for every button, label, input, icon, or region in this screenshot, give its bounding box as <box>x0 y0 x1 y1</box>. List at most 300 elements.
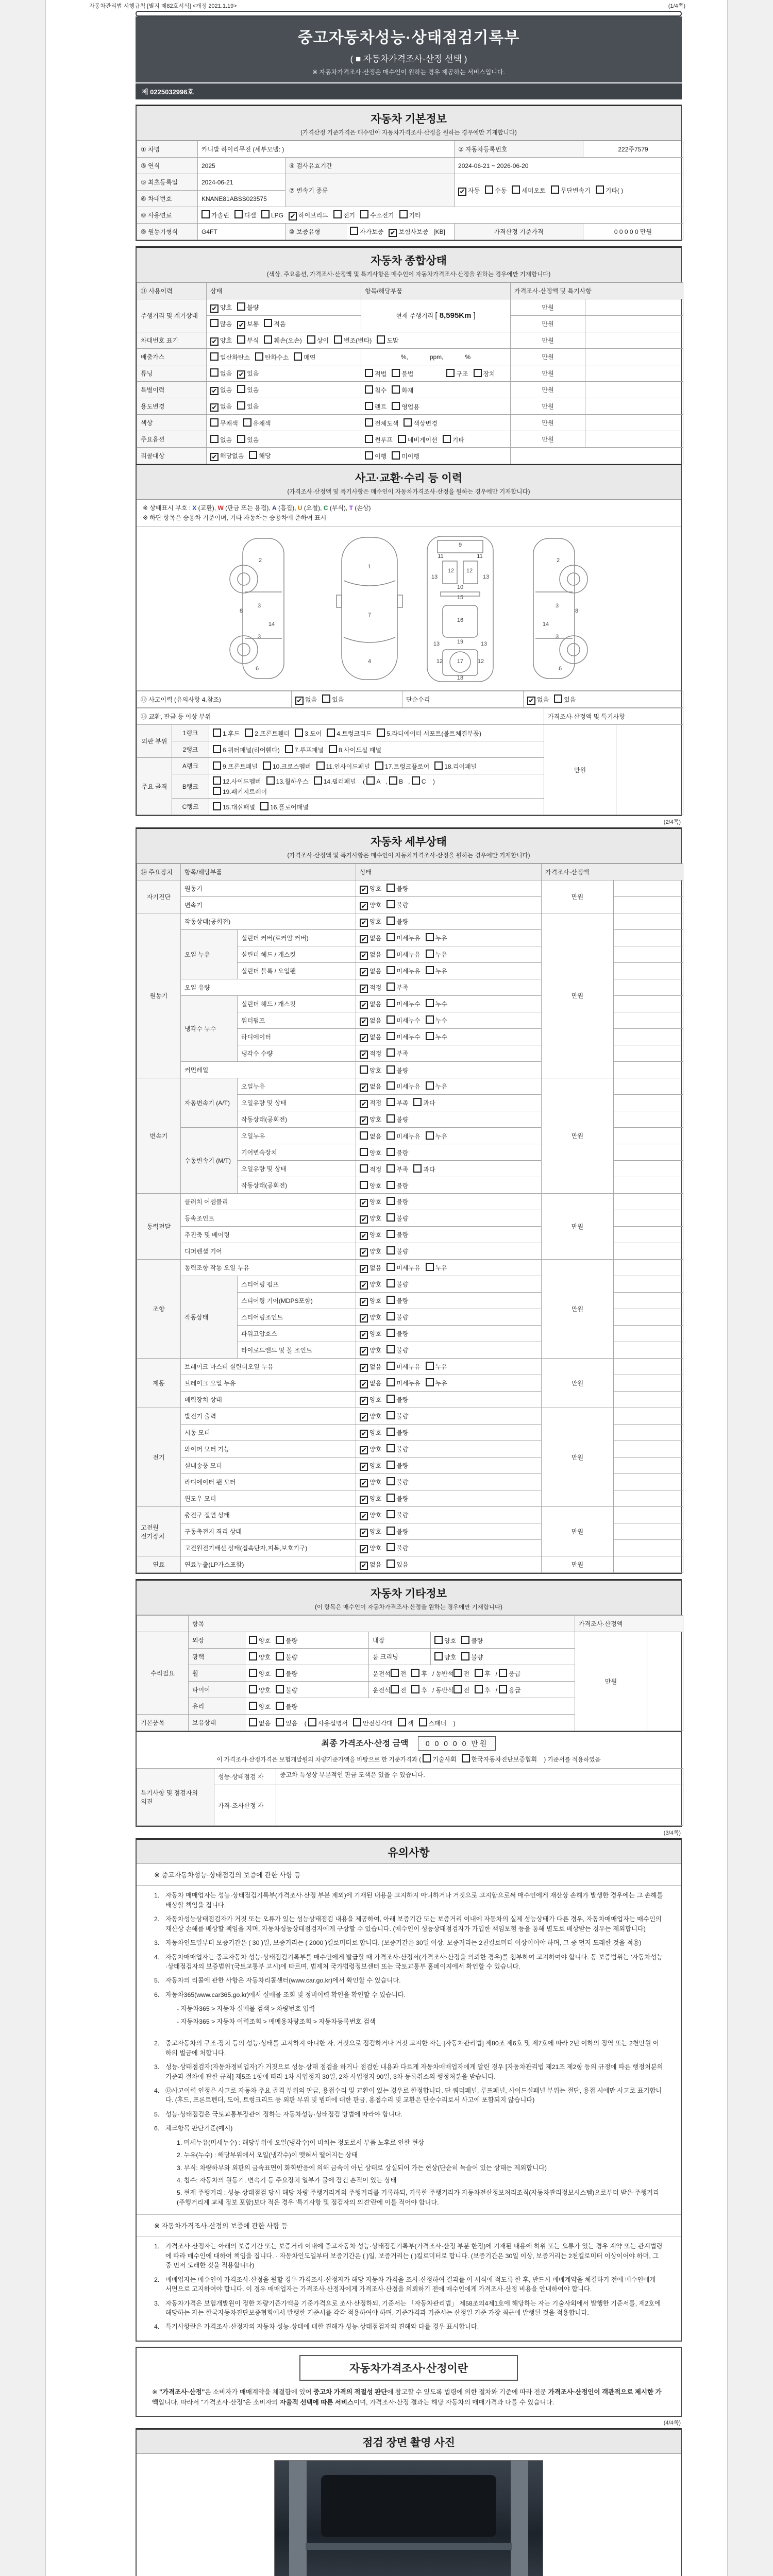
cell <box>455 174 683 207</box>
cell: 윈도우 모터 <box>181 1490 356 1507</box>
cell <box>356 946 542 963</box>
checkbox-없음: ✔ 없음 <box>210 402 232 412</box>
row-label: ③ 연식 <box>137 158 198 174</box>
checked-box-icon: ✔ <box>295 697 304 705</box>
checkbox-없음: ✔ 없음 <box>360 1560 381 1570</box>
panel-number-3: 3 <box>257 603 261 609</box>
checkbox-한국자동차진단보증협회: 한국자동차진단보증협회 <box>462 1754 537 1764</box>
cell <box>245 1698 575 1715</box>
text-segment: ※ 상태표시 부호 : <box>143 504 193 512</box>
cell: 룸 크리닝 <box>369 1649 431 1665</box>
notice-items <box>137 2236 681 2341</box>
symbol-legend-line <box>143 503 675 513</box>
checked-box-icon: ✔ <box>289 212 297 221</box>
cell <box>356 1458 542 1474</box>
cell: ⑬ 교환, 판금 등 이상 부위 <box>137 708 544 725</box>
cell <box>356 1111 542 1128</box>
checkbox-전기: 전기 <box>333 210 355 219</box>
cell <box>614 1540 683 1556</box>
unchecked-box-icon <box>426 1015 434 1024</box>
cell <box>614 1441 683 1458</box>
final-price-note <box>142 1754 676 1764</box>
cell: 실린더 커버(로커암 커버) <box>238 930 356 946</box>
checkbox-없음: ✔ 없음 <box>360 1379 381 1388</box>
checkbox-불량: 불량 <box>276 1702 297 1711</box>
checkbox-불량: 불량 <box>386 1543 408 1552</box>
cell <box>614 1062 683 1078</box>
checkbox-응급: 응급 <box>499 1685 520 1694</box>
col-usage-history: ⑪ 사용이력 <box>137 283 207 299</box>
cell <box>356 1556 542 1573</box>
unchecked-box-icon <box>426 1362 434 1370</box>
cell <box>356 1408 542 1425</box>
unchecked-box-icon <box>399 210 408 218</box>
checkbox-있음: 있음 <box>554 694 576 704</box>
unchecked-box-icon <box>249 1718 257 1726</box>
cell: 오일유량 및 상태 <box>238 1095 356 1111</box>
unchecked-box-icon <box>276 1652 284 1660</box>
cell <box>614 963 683 979</box>
unchecked-box-icon <box>350 227 358 235</box>
checkbox-디젤: 디젤 <box>234 210 256 219</box>
checkbox-불량: 불량 <box>386 1114 408 1124</box>
checkbox-없음: ✔ 없음 <box>360 934 381 943</box>
cell: 실린더 블록 / 오일팬 <box>238 963 356 979</box>
cell: 만원 <box>542 1260 614 1359</box>
unchecked-box-icon <box>255 352 263 361</box>
cell: 2024-06-21 <box>198 174 285 191</box>
final-price-title: 최종 가격조사·산정 금액 <box>321 1739 409 1749</box>
unchecked-box-icon <box>443 435 451 443</box>
unchecked-box-icon <box>264 335 272 344</box>
unchecked-box-icon <box>327 728 335 737</box>
panel-number-9: 9 <box>458 542 462 549</box>
basic-info-table <box>137 141 683 240</box>
cell <box>276 1785 683 1826</box>
cell <box>356 1194 542 1210</box>
unchecked-box-icon <box>386 1296 395 1304</box>
cell <box>356 1227 542 1243</box>
checkbox-불량: 불량 <box>386 1395 408 1404</box>
checked-box-icon: ✔ <box>360 902 368 910</box>
unchecked-box-icon <box>329 745 337 753</box>
checkbox-적음: 적음 <box>264 319 285 328</box>
row-label: 조향 <box>137 1260 181 1359</box>
unchecked-box-icon <box>411 1685 419 1693</box>
item-text: 체크항목 판단기준(예시) <box>165 2125 233 2132</box>
cell <box>356 1309 542 1326</box>
unchecked-box-icon <box>386 966 395 974</box>
unchecked-box-icon <box>213 745 221 753</box>
checked-box-icon: ✔ <box>360 1034 368 1042</box>
unchecked-box-icon <box>365 402 373 410</box>
checkbox-불량: 불량 <box>386 1246 408 1256</box>
cell <box>361 365 511 382</box>
checkbox-양호: ✔ 양호 <box>360 1412 381 1421</box>
cell <box>614 1177 683 1194</box>
cell: 오일누유 <box>238 1078 356 1095</box>
notice-subitem: 3. 부식: 차량하부와 외판의 금속표면이 화학반응에 의해 금속이 아닌 상태로 상실되어 가는 현상(단순히 녹슬어 있는 상태는 제외합니다) <box>177 2164 547 2172</box>
text-segment: 은 소비자가 매매계약을 체결함에 있어 <box>205 2388 313 2396</box>
cell <box>585 365 683 382</box>
checkbox-불량: 불량 <box>386 1213 408 1223</box>
form-reference: 자동차관리법 시행규칙 [별지 제82호서식] <개정 2021.1.19> <box>89 3 237 9</box>
unchecked-box-icon <box>249 1636 257 1644</box>
checkbox-불법: 불법 <box>392 369 413 378</box>
item-number: 3. <box>154 1939 160 1947</box>
cell <box>614 1161 683 1177</box>
cell: 만원 <box>511 382 585 398</box>
row-label: 원동기 <box>137 913 181 1078</box>
cell: 만원 <box>542 1078 614 1194</box>
unchecked-box-icon <box>276 1702 284 1710</box>
notice-item <box>154 1891 663 1910</box>
row-label: 특별이력 <box>137 382 207 398</box>
unchecked-box-icon <box>365 418 373 427</box>
checkbox-불량: 불량 <box>386 1065 408 1075</box>
checkbox-누유: 누유 <box>426 1081 447 1091</box>
unchecked-box-icon <box>392 402 400 410</box>
col-price-remarks: 가격조사·산정액 및 특기사항 <box>511 283 683 299</box>
checkbox-없음: ✔ 없음 <box>360 950 381 960</box>
row-label: 유리 <box>189 1698 245 1715</box>
checkbox-사용설명서: 사용설명서 <box>308 1718 348 1727</box>
cell <box>356 1342 542 1359</box>
checkbox-불량: 불량 <box>386 917 408 926</box>
page-marker-1: (1/4쪽) <box>668 3 685 9</box>
section-photos <box>136 2428 682 2576</box>
row-label: 광택 <box>189 1649 245 1665</box>
checkbox-누유: 누유 <box>426 1362 447 1371</box>
panel-number-19: 19 <box>457 639 464 646</box>
checkbox-부족: 부족 <box>386 1048 408 1058</box>
final-price-block <box>137 1731 681 1768</box>
panel-number-12: 12 <box>477 658 484 665</box>
unchecked-box-icon <box>237 335 245 344</box>
checked-box-icon: ✔ <box>360 985 368 993</box>
checkbox-양호: ✔ 양호 <box>360 884 381 894</box>
cell <box>361 299 511 332</box>
checked-box-icon: ✔ <box>360 1463 368 1471</box>
row-label: 휠 <box>189 1665 245 1682</box>
row-label: 외장 <box>189 1632 245 1649</box>
unchecked-box-icon <box>413 1164 422 1173</box>
text-segment: ppm, <box>429 353 444 361</box>
checkbox-불량: 불량 <box>386 1312 408 1321</box>
cell <box>356 1474 542 1490</box>
panel-number-3: 3 <box>555 634 559 640</box>
unchecked-box-icon <box>249 1702 257 1710</box>
unchecked-box-icon <box>419 1718 427 1726</box>
other-info-table <box>137 1615 683 1731</box>
checkbox-미세누유: 미세누유 <box>386 966 420 975</box>
checkbox-양호: ✔ 양호 <box>360 1445 381 1454</box>
unchecked-box-icon <box>386 1560 395 1568</box>
unchecked-box-icon <box>386 1329 395 1337</box>
cell <box>431 1632 575 1649</box>
checkbox-부족: 부족 <box>386 982 408 992</box>
unchecked-box-icon <box>386 982 395 991</box>
unchecked-box-icon <box>411 1669 419 1677</box>
unchecked-box-icon <box>386 1148 395 1156</box>
row-label: ⑦ 변속기 종류 <box>285 174 455 207</box>
checkbox-미이행: 미이행 <box>392 451 419 461</box>
cell <box>585 316 683 332</box>
notice-heading: ※ 자동차가격조사·산정의 보증에 관한 사항 등 <box>137 2214 681 2236</box>
cell: 만원 <box>511 349 585 365</box>
page-marker-4: (4/4쪽) <box>663 2419 681 2426</box>
checkbox-불량: 불량 <box>386 1428 408 1437</box>
unchecked-box-icon <box>475 1685 483 1693</box>
vehicle-diagram-svg <box>151 530 666 685</box>
checkbox-후: 후 <box>475 1669 491 1678</box>
row-label: 1랭크 <box>172 725 209 741</box>
checked-box-icon: ✔ <box>360 1562 368 1570</box>
checked-box-icon: ✔ <box>360 952 368 960</box>
checkbox-LPG: LPG <box>261 210 283 219</box>
checkbox-불량: 불량 <box>386 1197 408 1206</box>
cell <box>585 332 683 349</box>
document-title: 중고자동차성능·상태점검기록부 <box>297 29 520 46</box>
cell <box>356 1441 542 1458</box>
unchecked-box-icon <box>360 1148 368 1156</box>
detail-status-title: 자동차 세부상태 <box>371 836 447 849</box>
checkbox-없음: ✔ 없음 <box>360 967 381 976</box>
checked-box-icon: ✔ <box>360 1001 368 1009</box>
cell: 발전기 출력 <box>181 1408 356 1425</box>
checkbox-누수: 누수 <box>426 1032 447 1041</box>
checkbox-양호: 양호 <box>249 1669 271 1678</box>
panel-number-8: 8 <box>575 608 579 615</box>
panel-number-12: 12 <box>466 568 473 574</box>
text-segment: [ <box>435 311 440 320</box>
row-label: 차대번호 표기 <box>137 332 207 349</box>
checkbox-변조(변타): 변조(변타) <box>334 335 372 345</box>
cell <box>361 349 511 365</box>
vehicle-diagram <box>137 527 681 691</box>
basic-info-title: 자동차 기본정보 <box>371 113 447 125</box>
cell <box>356 979 542 996</box>
text-segment: (요철), <box>302 504 324 512</box>
cell: 스티어링 펌프 <box>238 1276 356 1293</box>
price-survey-definition-box <box>136 2347 682 2417</box>
checkbox-불량: 불량 <box>386 1279 408 1289</box>
unchecked-box-icon <box>322 694 330 703</box>
unchecked-box-icon <box>365 385 373 394</box>
panel-number-1: 1 <box>367 564 372 570</box>
price-survey-definition-text <box>152 2387 665 2408</box>
detail-status-header <box>137 829 681 863</box>
cell: 만원 <box>511 431 585 448</box>
cell <box>356 1540 542 1556</box>
panel-number-3: 3 <box>257 634 261 640</box>
unchecked-box-icon <box>360 1181 368 1189</box>
unchecked-box-icon <box>596 185 604 194</box>
checkbox-양호: ✔ 양호 <box>360 1214 381 1224</box>
checkbox-불량: 불량 <box>386 1345 408 1354</box>
unchecked-box-icon <box>360 1065 368 1074</box>
unchecked-box-icon <box>366 776 375 785</box>
item-text: 자동차인도일부터 보증기간은 ( 30 )일, 보증거리는 ( 2000 )킬로미터로 합니다. (보증기간은 30일 이상, 보증거리는 2천킬로미터 이상이어야 하며, 그 중 먼저 도래한 것을 적용) <box>165 1939 642 1947</box>
cell <box>614 1128 683 1144</box>
cell <box>245 1715 575 1731</box>
unchecked-box-icon <box>314 776 322 785</box>
checked-box-icon: ✔ <box>360 1380 368 1388</box>
notice-subitem: 5. 현재 주행거리 : 성능·상태점검 당시 해당 차량 주행거리계의 주행거리를 기록하되, 기록한 주행거리가 자동차전산정보처리조직(자동차관리정보시스템)으로부터 받은 주행거리(주행거리계 교체 정보 포함)보다 적은 경우 '특기사항 및 점검자의 의견'란에 이를 적어야 합니다. <box>177 2189 659 2206</box>
text-segment: (손상) <box>352 504 371 512</box>
text-segment: 입니다. 따라서 "가격조사·산정"은 소비자의 <box>158 2398 280 2406</box>
unchecked-box-icon <box>386 900 395 908</box>
checked-box-icon: ✔ <box>360 1281 368 1290</box>
checkbox-불량: 불량 <box>386 1411 408 1420</box>
checkbox-양호: ✔ 양호 <box>360 1247 381 1257</box>
notice-subitem: - 자동차365 > 자동차 실매물 검색 > 차량번호 입력 <box>177 2005 315 2013</box>
unchecked-box-icon <box>461 1636 469 1644</box>
cell <box>207 332 511 349</box>
checkbox-양호: ✔ 양호 <box>360 1115 381 1125</box>
cell: 222주7579 <box>583 141 683 158</box>
panel-number-8: 8 <box>239 608 243 615</box>
cell <box>356 1144 542 1161</box>
cell: 배력장치 상태 <box>181 1392 356 1408</box>
cell <box>585 299 683 316</box>
checkbox-양호: ✔ 양호 <box>360 1280 381 1290</box>
masthead-note: ※ 자동차가격조사·산정은 매수인이 원하는 경우 제공하는 서비스입니다. <box>312 69 505 76</box>
cell <box>614 930 683 946</box>
checkbox-누유: 누유 <box>426 933 447 942</box>
checkbox-양호: ✔ 양호 <box>360 1395 381 1405</box>
cell: 파워고압호스 <box>238 1326 356 1342</box>
unchecked-box-icon <box>392 369 400 377</box>
cell: 만원 <box>542 913 614 1078</box>
checkbox-있음: ✔ 있음 <box>237 369 259 379</box>
checkbox-양호: 양호 <box>360 1148 381 1157</box>
item-number: 2. <box>154 2276 160 2283</box>
item-number: 5. <box>154 2110 160 2118</box>
cell <box>356 1490 542 1507</box>
cell <box>207 431 361 448</box>
row-label: 외판 부위 <box>137 725 172 758</box>
text-segment: A <box>272 504 277 512</box>
cell <box>356 1078 542 1095</box>
checked-box-icon: ✔ <box>360 1512 368 1520</box>
item-number: 2. <box>154 1916 160 1923</box>
unchecked-box-icon <box>386 1444 395 1452</box>
unchecked-box-icon <box>294 352 302 361</box>
checked-box-icon: ✔ <box>360 968 368 976</box>
cell <box>356 1425 542 1441</box>
checkbox-부족: 부족 <box>386 1164 408 1174</box>
cell <box>614 1210 683 1227</box>
unchecked-box-icon <box>213 728 221 737</box>
checkbox-불량: 불량 <box>276 1685 297 1694</box>
unchecked-box-icon <box>398 1718 406 1726</box>
final-price-amount: 0 0 0 0 0 만원 <box>418 1736 496 1751</box>
panel-number-11: 11 <box>477 553 483 560</box>
item-number: 4. <box>154 1953 160 1961</box>
row-label: 냉각수 누수 <box>181 996 238 1062</box>
checked-box-icon: ✔ <box>360 1364 368 1372</box>
text-segment: 에 참고할 수 있도록 법령에 의한 절차와 기준에 따라 전문 <box>387 2388 548 2396</box>
panel-number-12: 12 <box>447 568 455 574</box>
checkbox-누유: 누유 <box>426 1131 447 1141</box>
checkbox-불량: 불량 <box>461 1652 483 1662</box>
notice-item <box>154 2299 663 2318</box>
checkbox-상이: 상이 <box>307 335 329 345</box>
notice-heading: ※ 중고자동차성능·상태점검의 보증에 관한 사항 등 <box>137 1864 681 1886</box>
cell: 항목 <box>189 1616 575 1632</box>
section-basic-info <box>136 105 682 241</box>
cell: 등속조인트 <box>181 1210 356 1227</box>
text-segment: ) <box>451 1719 456 1727</box>
checkbox-있음: 있음 <box>237 401 259 411</box>
checkbox-적정: 적정 <box>360 1164 381 1174</box>
checked-box-icon: ✔ <box>360 1050 368 1059</box>
cell <box>614 1425 683 1441</box>
panel-number-2: 2 <box>258 557 262 564</box>
cell <box>207 299 361 316</box>
checked-box-icon: ✔ <box>210 403 219 412</box>
unchecked-box-icon <box>365 435 373 443</box>
panel-number-13: 13 <box>433 641 440 648</box>
unchecked-box-icon <box>386 1230 395 1238</box>
cell <box>614 1342 683 1359</box>
panel-number-4: 4 <box>367 658 372 665</box>
cell <box>356 1062 542 1078</box>
overall-status-subtitle: (색상, 주요옵션, 가격조사·산정액 및 특기사항은 매수인이 자동차가격조사·산정을 원하는 경우에만 기재합니다) <box>266 272 551 278</box>
item-number: 3. <box>154 2063 160 2071</box>
checkbox-불량: 불량 <box>461 1636 483 1645</box>
unchecked-box-icon <box>213 787 221 795</box>
unchecked-box-icon <box>386 1213 395 1222</box>
item-text: 가격조사·산정자는 아래의 보증기간 또는 보증거리 이내에 중고자동차 성능·상태점검기록부(가격조사·산정 부분 한정)에 기재된 내용에 허위 또는 오류가 있는 경우 계약 또는 관계법령에 따라 매수인에 대하여 책임을 집니다. · 자동차인도일부터 보증기간은 ( )일, 보증거리는 ( )킬로미터로 합니다. (보증기간은 30일 이상, 보증거리는 2천킬로미터 이상이어야 하며, 그 중 먼저 도래한 것을 적용합니다) <box>165 2243 663 2269</box>
unchecked-box-icon <box>334 335 342 344</box>
cell <box>209 741 544 758</box>
unchecked-box-icon <box>386 1181 395 1189</box>
panel-number-18: 18 <box>457 675 464 682</box>
checkbox-14.필러패널: 14.필러패널 <box>314 776 356 786</box>
checkbox-가솔린: 가솔린 <box>201 210 229 219</box>
unchecked-box-icon <box>386 1246 395 1255</box>
unchecked-box-icon <box>201 210 210 218</box>
row-label: 성능·상태점검 자 <box>214 1769 276 1785</box>
cell <box>137 1616 189 1632</box>
cell <box>356 1293 542 1309</box>
row-label: 가격·조사산정 자 <box>214 1785 276 1826</box>
notice-body <box>137 1864 681 2340</box>
checked-box-icon: ✔ <box>360 1199 368 1207</box>
item-text: 자동차성능상태점검자가 거짓 또는 오류가 있는 성능상태점검 내용을 제공하여, 아래 보증기간 또는 보증거리 이내에 자동차의 실제 성능상태가 다른 경우, 자동차매매업자는 매수인의 재산상 손해를 배상할 책임을 지며, 자동차성능상태점검자에게 구상할 수 있습니다. (매수인이 성능상태점검자가 가입한 책임보험 등을 통해 별도로 배상받는 경우는 제외합니다) <box>165 1916 662 1933</box>
checkbox-양호: 양호 <box>249 1652 271 1662</box>
cell <box>614 979 683 996</box>
text-segment: , <box>408 778 412 786</box>
cell: 만원 <box>511 415 585 431</box>
cell: 가격조사·산정액 및 특기사항 <box>544 708 683 725</box>
text-segment: 가격조사·산정인이 객관적으로 제시한 가액 <box>152 2388 662 2406</box>
checkbox-불량: 불량 <box>386 1444 408 1453</box>
checkbox-후: 후 <box>475 1685 491 1694</box>
cell <box>207 365 361 382</box>
cell <box>614 1144 683 1161</box>
row-label: 자기진단 <box>137 880 181 913</box>
cell <box>585 431 683 448</box>
unchecked-box-icon <box>210 435 219 443</box>
checkbox-탄화수소: 탄화수소 <box>255 352 289 362</box>
section-other-info <box>136 1579 682 1827</box>
cell <box>614 880 683 897</box>
row-label: 기본품목 <box>137 1715 189 1731</box>
cell: 가격조사·산정액 <box>575 1616 683 1632</box>
